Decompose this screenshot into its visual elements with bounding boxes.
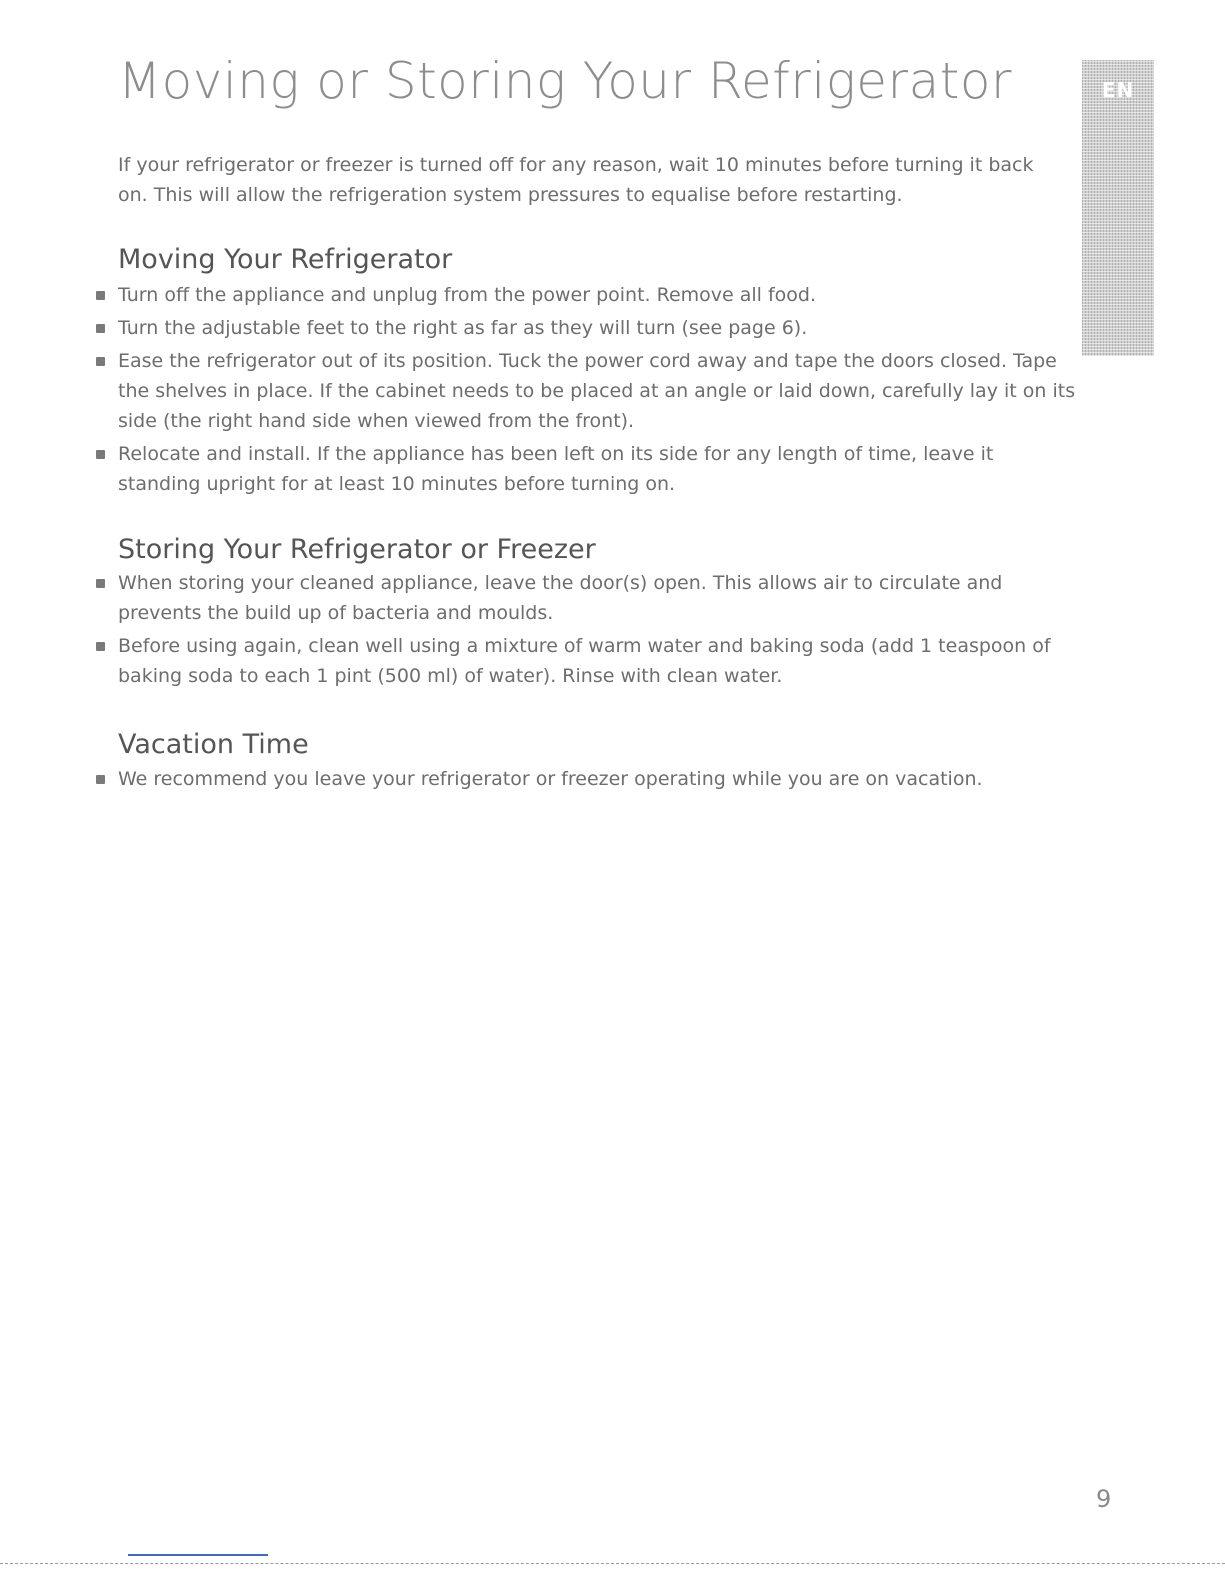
bullet-icon — [96, 324, 105, 333]
list-item-text: When storing your cleaned appliance, leave the door(s) open. This allows air to circulate and prevents the build up of bacteria and moulds. — [118, 572, 1003, 624]
language-tab — [1082, 60, 1154, 356]
list-item-text: Ease the refrigerator out of its position. Tuck the power cord away and tape the doors closed. Tape the shelves in place. If the cabinet needs to be placed at an angle or laid down, carefully lay it on its side (the right hand side when viewed from the front). — [118, 350, 1076, 432]
footer-accent-line — [128, 1554, 268, 1556]
section-heading-vacation: Vacation Time — [118, 729, 309, 760]
bullet-icon — [96, 357, 105, 366]
list-item — [0, 439, 1080, 499]
bullet-icon — [96, 450, 105, 459]
list-item-text: Relocate and install. If the appliance has been left on its side for any length of time, leave it standing upright for at least 10 minutes before turning on. — [118, 443, 994, 495]
page-title: Moving or Storing Your Refrigerator — [118, 52, 1012, 110]
list-item — [0, 346, 1080, 436]
list-item-text: Turn off the appliance and unplug from the power point. Remove all food. — [118, 284, 817, 306]
list-item — [0, 280, 1080, 310]
bullet-icon — [96, 642, 105, 651]
list-item-text: We recommend you leave your refrigerator or freezer operating while you are on vacation. — [118, 768, 983, 790]
bullet-icon — [96, 775, 105, 784]
section-heading-moving: Moving Your Refrigerator — [118, 244, 453, 275]
section-heading-storing: Storing Your Refrigerator or Freezer — [118, 534, 596, 565]
list-item — [0, 764, 1080, 794]
list-item-text: Turn the adjustable feet to the right as far as they will turn (see page 6). — [118, 317, 808, 339]
bottom-divider — [0, 1563, 1225, 1564]
section-list-moving — [0, 280, 1080, 502]
intro-paragraph: If your refrigerator or freezer is turned off for any reason, wait 10 minutes before turning it back on. This will allow the refrigeration system pressures to equalise before restarting. — [118, 154, 1034, 206]
section-list-vacation — [0, 764, 1080, 797]
bullet-icon — [96, 291, 105, 300]
page-number: 9 — [1096, 1485, 1112, 1513]
section-list-storing — [0, 568, 1080, 694]
language-tab-label: EN — [1101, 78, 1135, 102]
list-item — [0, 631, 1080, 691]
bullet-icon — [96, 579, 105, 588]
list-item — [0, 313, 1080, 343]
list-item-text: Before using again, clean well using a mixture of warm water and baking soda (add 1 teaspoon of baking soda to each 1 pint (500 ml) of water). Rinse with clean water. — [118, 635, 1051, 687]
list-item — [0, 568, 1080, 628]
